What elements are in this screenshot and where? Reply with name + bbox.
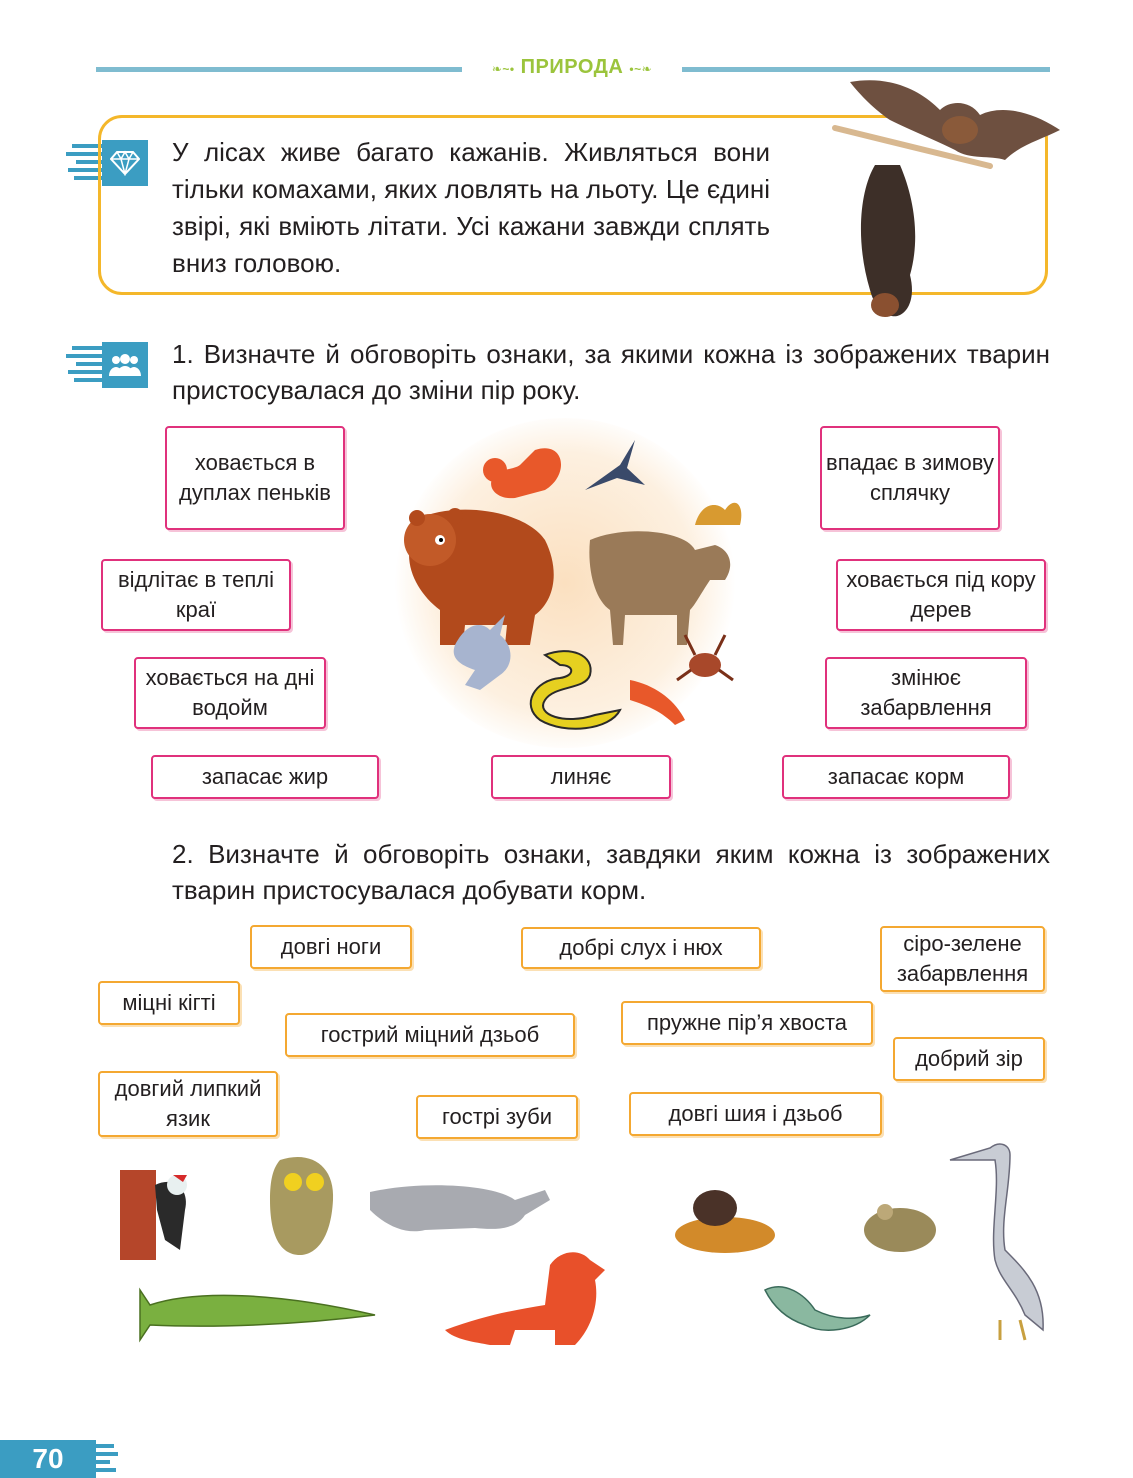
fox-icon bbox=[445, 1252, 605, 1345]
tag-long-neck-beak[interactable]: довгі шия і дзьоб bbox=[629, 1092, 882, 1136]
bear-icon bbox=[404, 508, 554, 645]
tag-long-legs[interactable]: довгі ноги bbox=[250, 925, 412, 969]
tag-hides-under-bark[interactable]: ховається під кору дерев bbox=[836, 559, 1046, 631]
mole-icon bbox=[675, 1190, 775, 1253]
crayfish-icon bbox=[630, 680, 685, 725]
squirrel-icon bbox=[483, 448, 561, 498]
swallow-icon bbox=[585, 440, 645, 490]
tag-good-hearing-smell[interactable]: добрі слух і нюх bbox=[521, 927, 761, 969]
tag-long-sticky-tongue[interactable]: довгий липкий язик bbox=[98, 1071, 278, 1137]
tag-good-eyesight[interactable]: добрий зір bbox=[893, 1037, 1045, 1081]
wolf-icon bbox=[370, 1185, 550, 1231]
tag-hides-in-hollows[interactable]: ховається в дуплах пеньків bbox=[165, 426, 345, 530]
stripes-decoration bbox=[66, 342, 106, 390]
tag-springy-tail-feathers[interactable]: пружне пір’я хвоста bbox=[621, 1001, 873, 1045]
tag-grey-green-color[interactable]: сіро-зелене забарвлення bbox=[880, 926, 1045, 992]
seasonal-animals-illustration bbox=[395, 430, 745, 740]
tag-hibernates[interactable]: впадає в зимову сплячку bbox=[820, 426, 1000, 530]
tag-hides-at-bottom[interactable]: ховається на дні водойм bbox=[134, 657, 326, 729]
heron-icon bbox=[950, 1144, 1043, 1340]
info-text: У лісах живе багато кажанів. Живляться вони тільки комахами, яких ловлять на льоту. Це єдині звірі, які вміють літати. Усі кажани завжди сплять вниз головою. bbox=[172, 137, 770, 278]
tag-flies-to-warm-lands[interactable]: відлітає в теплі краї bbox=[101, 559, 291, 631]
group-task-marker bbox=[66, 342, 148, 390]
pike-icon bbox=[140, 1290, 375, 1340]
group-icon bbox=[102, 342, 148, 388]
task-2-text: 2. Визначте й обговоріть ознаки, завдяки яким кожна із зображених тварин пристосувалася добувати корм. bbox=[172, 839, 1050, 905]
header-line-left bbox=[96, 67, 462, 72]
section-title: ❧~• ПРИРОДА •~❧ bbox=[491, 56, 653, 78]
moose-icon bbox=[589, 503, 741, 645]
tag-changes-color[interactable]: змінює забарвлення bbox=[825, 657, 1027, 729]
toad-icon bbox=[864, 1204, 936, 1252]
lizard-icon bbox=[765, 1287, 870, 1330]
owl-icon bbox=[270, 1157, 333, 1255]
leaf-ornament-icon: ❧~• bbox=[491, 62, 515, 76]
feeding-animals-illustration bbox=[95, 1130, 1055, 1350]
tag-strong-claws[interactable]: міцні кігті bbox=[98, 981, 240, 1025]
tag-sharp-strong-beak[interactable]: гострий міцний дзьоб bbox=[285, 1013, 575, 1057]
tag-stores-food[interactable]: запасає корм bbox=[782, 755, 1010, 799]
page-number-stripes bbox=[96, 1440, 118, 1478]
snake-icon bbox=[531, 651, 620, 729]
bat-illustration bbox=[830, 70, 1070, 325]
tag-sharp-teeth[interactable]: гострі зуби bbox=[416, 1095, 578, 1139]
tag-stores-fat[interactable]: запасає жир bbox=[151, 755, 379, 799]
page-number: 70 bbox=[0, 1440, 96, 1478]
task-1-text: 1. Визначте й обговоріть ознаки, за якими кожна із зображених тварин пристосувалася до зміни пір року. bbox=[172, 339, 1050, 405]
tag-moults[interactable]: линяє bbox=[491, 755, 671, 799]
leaf-ornament-icon: •~❧ bbox=[629, 62, 653, 76]
woodpecker-icon bbox=[120, 1170, 187, 1260]
